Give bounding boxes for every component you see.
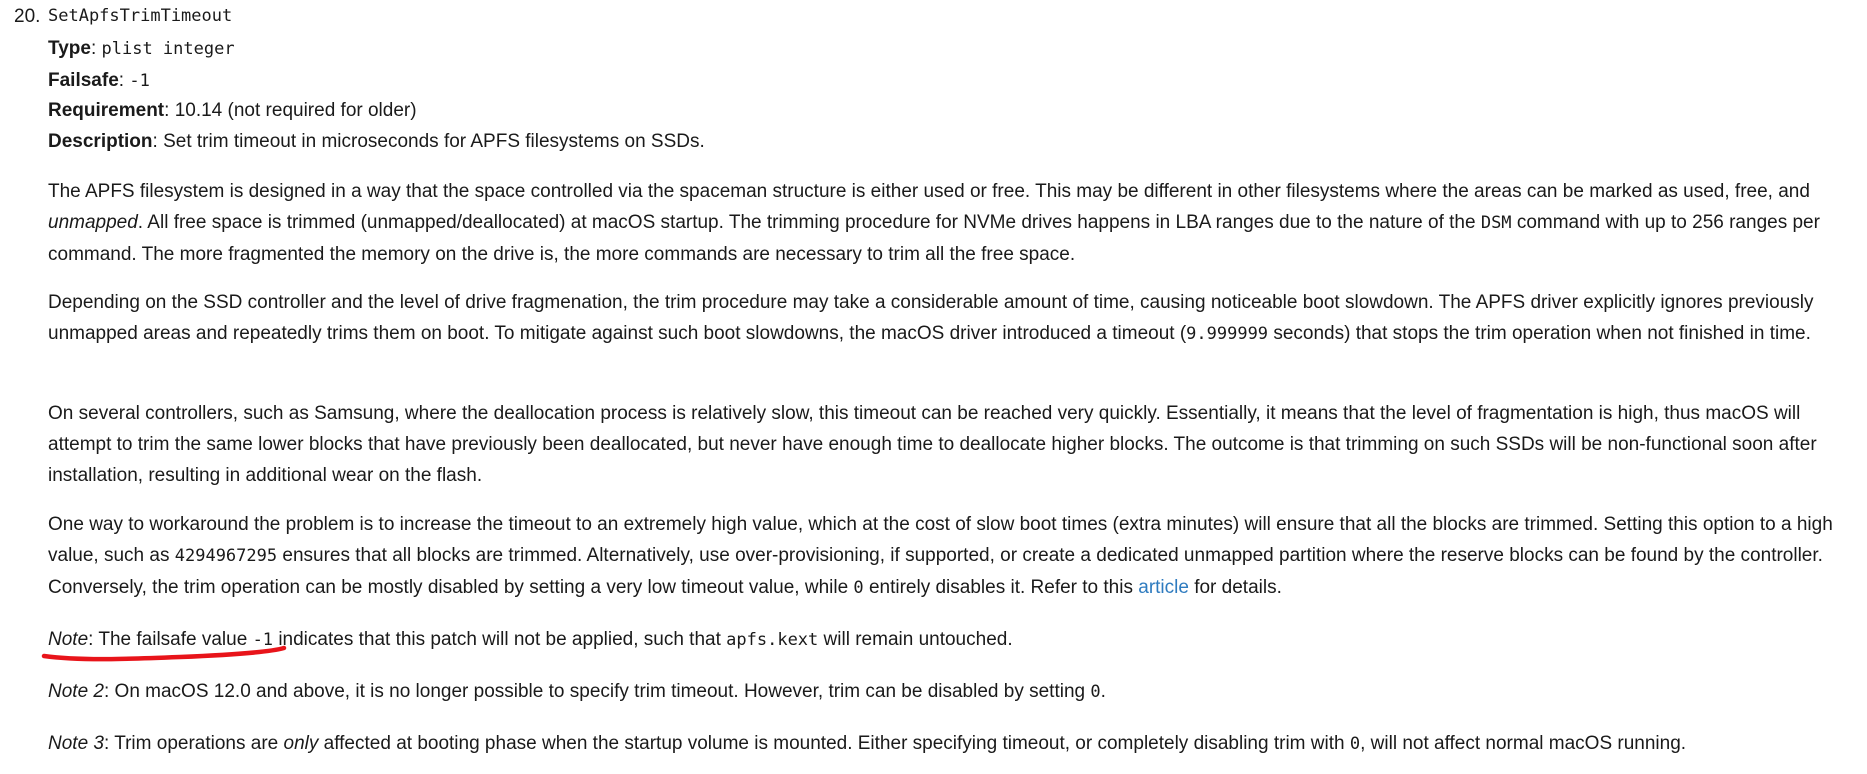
- note-3-label: Note 3: [48, 733, 104, 754]
- type-label: Type: [48, 38, 91, 59]
- note-label: Note: [48, 629, 89, 650]
- description-value: Set trim timeout in microseconds for APFS filesystems on SSDs.: [163, 131, 705, 152]
- type-row: Type: plist integer: [48, 38, 235, 59]
- requirement-row: Requirement: 10.14 (not required for older): [48, 100, 417, 121]
- paragraph-workaround: One way to workaround the problem is to increase the timeout to an extremely high value, which at the cost of slow boot times (extra minutes) will ensure that all the blocks are trimmed. Setting this option to a high value, such as 4294967295 ensures that all blocks are trimmed. Alternatively, use over-provisioning, if supported, or create a dedicated unmapped partition where the reserve blocks can be found by the controller. Conversely, the trim operation can be mostly disabled by setting a very low timeout value, while 0 entirely disables it. Refer to this article for details.: [48, 514, 1833, 598]
- code-timeout: 9.999999: [1186, 324, 1269, 344]
- code-failsafe: -1: [252, 630, 274, 650]
- note-1: Note: The failsafe value -1 indicates that this patch will not be applied, such that apfs.kext will remain untouched.: [48, 629, 1013, 650]
- requirement-label: Requirement: [48, 100, 165, 121]
- code-zero-note2: 0: [1090, 682, 1101, 702]
- failsafe-label: Failsafe: [48, 70, 119, 91]
- note-2: Note 2: On macOS 12.0 and above, it is no longer possible to specify trim timeout. However, trim can be disabled by setting 0.: [48, 681, 1106, 702]
- paragraph-apfs-design: The APFS filesystem is designed in a way that the space controlled via the spaceman structure is either used or free. This may be different in other filesystems where the areas can be marked as used, free, and unmapped. All free space is trimmed (unmapped/deallocated) at macOS startup. The trimming procedure for NVMe drives happens in LBA ranges due to the nature of the DSM command with up to 256 ranges per command. The more fragmented the memory on the drive is, the more commands are necessary to trim all the free space.: [48, 181, 1820, 265]
- type-value: plist integer: [101, 39, 235, 59]
- paragraph-fragmentation: Depending on the SSD controller and the level of drive fragmenation, the trim procedure may take a considerable amount of time, causing noticeable boot slowdown. The APFS driver explicitly ignores previously unmapped areas and repeatedly trims them on boot. To mitigate against such boot slowdowns, the macOS driver introduced a timeout (9.999999 seconds) that stops the trim operation when not finished in time.: [48, 292, 1814, 344]
- article-link[interactable]: article: [1138, 577, 1189, 598]
- code-zero: 0: [853, 578, 864, 598]
- code-high-value: 4294967295: [174, 546, 278, 566]
- item-name: SetApfsTrimTimeout: [48, 6, 233, 26]
- note-2-label: Note 2: [48, 681, 104, 702]
- emphasis-unmapped: unmapped: [48, 212, 138, 233]
- failsafe-row: Failsafe: -1: [48, 70, 150, 91]
- description-label: Description: [48, 131, 153, 152]
- requirement-value: 10.14 (not required for older): [174, 100, 417, 121]
- item-number: 20.: [14, 6, 41, 27]
- failsafe-value: -1: [129, 71, 150, 91]
- code-apfs-kext: apfs.kext: [726, 630, 819, 650]
- code-zero-note3: 0: [1349, 734, 1361, 754]
- description-row: Description: Set trim timeout in microseconds for APFS filesystems on SSDs.: [48, 131, 705, 152]
- note-3: Note 3: Trim operations are only affected at booting phase when the startup volume is mounted. Either specifying timeout, or completely disabling trim with 0, will not affect normal macOS running.: [48, 733, 1687, 754]
- red-underline-annotation: [40, 642, 300, 664]
- code-dsm: DSM: [1480, 213, 1512, 233]
- emphasis-only: only: [283, 733, 319, 754]
- paragraph-controllers: On several controllers, such as Samsung, where the deallocation process is relatively slow, this timeout can be reached very quickly. Essentially, it means that the level of fragmentation is high, thus macOS will attempt to trim the same lower blocks that have previously been deallocated, but never have enough time to deallocate higher blocks. The outcome is that trimming on such SSDs will be non-functional soon after installation, resulting in additional wear on the flash.: [48, 403, 1817, 486]
